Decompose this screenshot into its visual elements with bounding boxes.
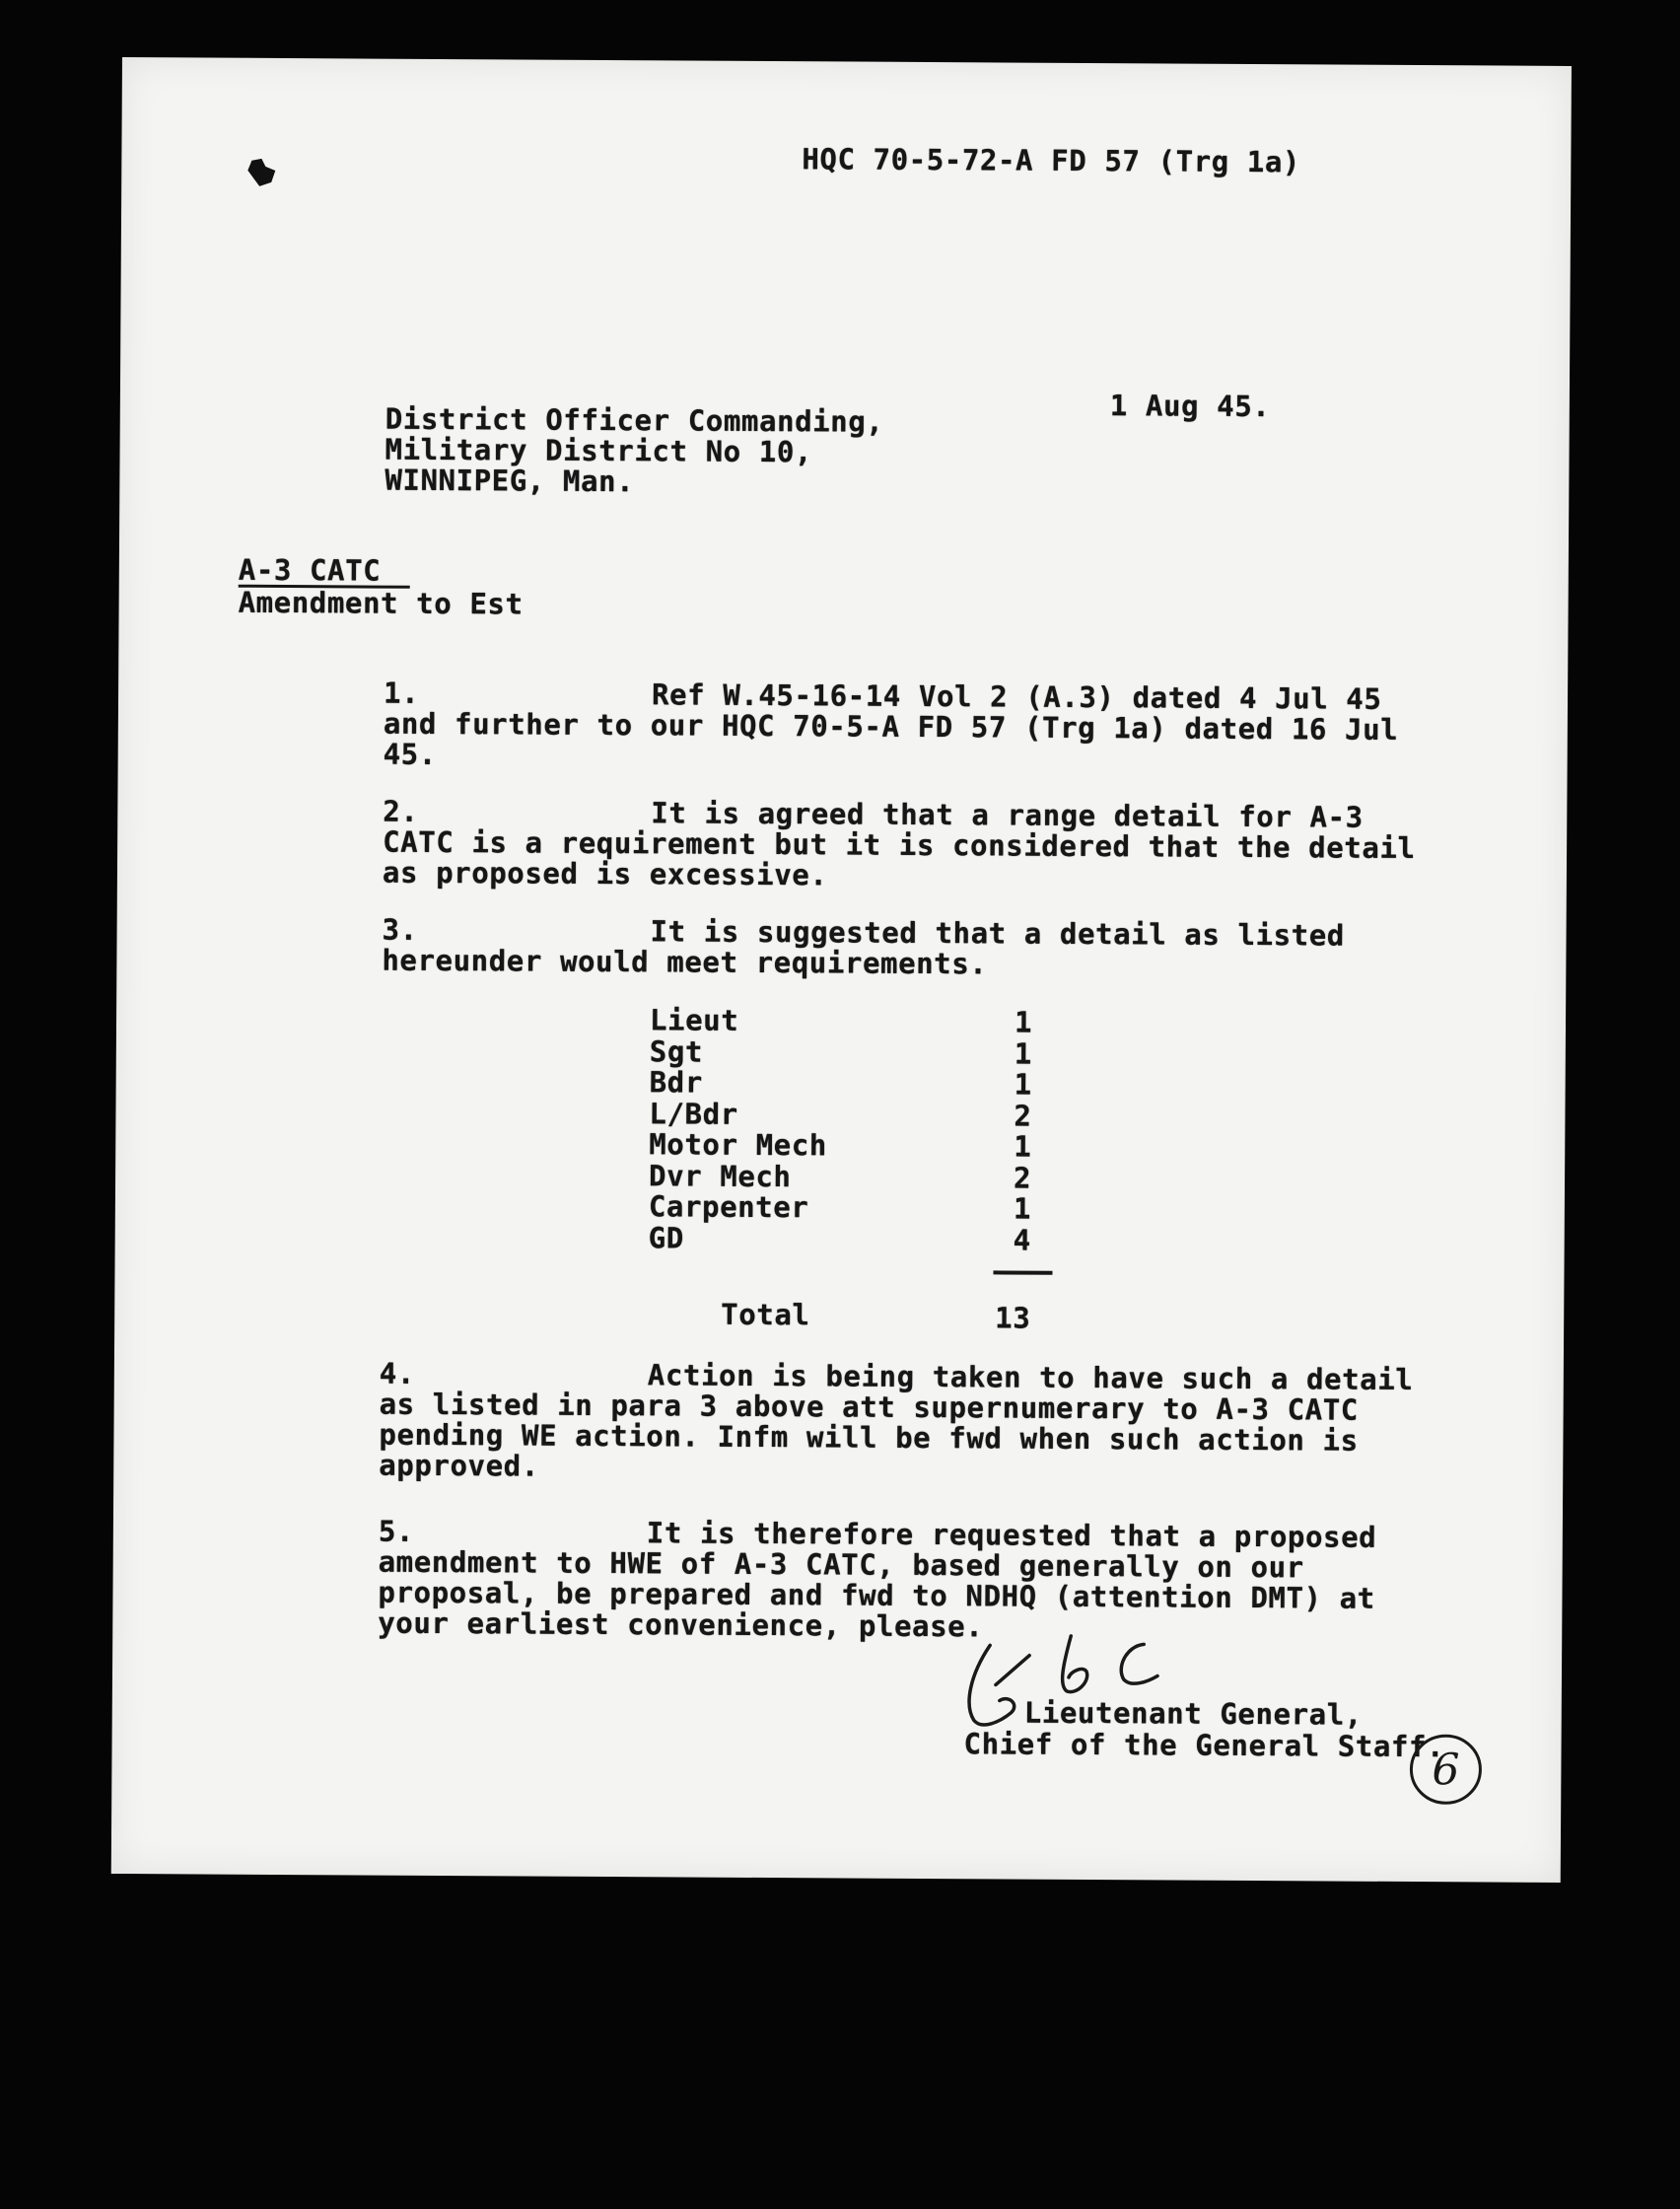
document-page [111, 57, 1572, 1883]
paragraph-first-line: Ref W.45-16-14 Vol 2 (A.3) dated 4 Jul 45 [651, 677, 1382, 716]
detail-rank: Dvr Mech [648, 1158, 792, 1193]
paragraph-1 [384, 678, 1459, 777]
paragraph-line: and further to our HQC 70-5-A FD 57 (Trg 1a) dated 16 Jul [383, 706, 1399, 747]
paragraph-line: hereunder would meet requirements. [382, 943, 988, 981]
detail-row [650, 1005, 1044, 1038]
paragraph-line: approved. [379, 1448, 539, 1483]
signatory-appointment: Chief of the General Staff. [963, 1727, 1445, 1764]
addressee-block [385, 401, 884, 499]
detail-rank: Bdr [649, 1065, 703, 1100]
folio-number-circle [1406, 1730, 1485, 1809]
paragraph-number: 2. [383, 794, 419, 828]
detail-qty: 1 [1014, 1129, 1032, 1164]
detail-rank: L/Bdr [649, 1096, 738, 1131]
detail-qty: 1 [1014, 1005, 1033, 1039]
subject-heading [238, 552, 524, 621]
folio-number: 6 [1432, 1745, 1460, 1796]
detail-row [648, 1158, 1043, 1195]
letter-date: 1 Aug 45. [1109, 389, 1271, 424]
detail-rank: Motor Mech [649, 1127, 827, 1163]
detail-row [649, 1191, 1043, 1225]
paragraph-number: 4. [379, 1356, 416, 1390]
detail-qty: 1 [1013, 1191, 1032, 1226]
detail-qty: 2 [1013, 1161, 1032, 1195]
addressee-line: District Officer Commanding, [385, 401, 884, 439]
detail-row [649, 1096, 1043, 1133]
paragraph-line: amendment to HWE of A-3 CATC, based generally on our [378, 1544, 1304, 1585]
paragraph-2 [382, 794, 1458, 895]
detail-table [649, 1005, 1045, 1255]
paragraph-line: your earliest convenience, please. [378, 1605, 984, 1644]
paragraph-line: 45. [383, 737, 437, 771]
paragraph-line: CATC is a requirement but it is considered that the detail [383, 824, 1416, 866]
paragraph-first-line: It is agreed that a range detail for A-3 [651, 796, 1364, 834]
detail-qty: 1 [1014, 1036, 1033, 1071]
subject-title: A-3 CATC [239, 555, 411, 589]
addressee-line: Military District No 10, [385, 432, 813, 469]
addressee-line: WINNIPEG, Man. [385, 463, 635, 499]
paragraph-line: proposal, be prepared and fwd to NDHQ (attention DMT) at [378, 1575, 1375, 1615]
total-rule [993, 1270, 1052, 1274]
subject-subtitle: Amendment to Est [238, 585, 524, 621]
total-value: 13 [995, 1301, 1031, 1335]
paragraph-line: as listed in para 3 above att supernumerary to A-3 CATC [379, 1387, 1360, 1427]
ink-blot-mark [245, 157, 281, 192]
paragraph-number: 1. [383, 676, 420, 710]
paragraph-first-line: It is therefore requested that a proposed [646, 1516, 1377, 1554]
detail-rank: Lieut [649, 1003, 739, 1037]
detail-row [648, 1220, 1043, 1257]
detail-row [649, 1129, 1043, 1163]
file-reference: HQC 70-5-72-A FD 57 (Trg 1a) [802, 142, 1301, 179]
paragraph-number: 5. [378, 1514, 415, 1548]
detail-qty: 4 [1013, 1223, 1031, 1257]
signatory-rank: Lieutenant General, [1023, 1695, 1364, 1732]
paragraph-5 [378, 1514, 1453, 1646]
detail-rank: Carpenter [648, 1189, 809, 1225]
detail-row [650, 1067, 1044, 1101]
paragraph-line: as proposed is excessive. [382, 855, 828, 892]
paragraph-4 [379, 1356, 1454, 1488]
paragraph-first-line: It is suggested that a detail as listed [650, 914, 1346, 953]
total-label: Total [721, 1297, 810, 1332]
detail-qty: 2 [1014, 1099, 1032, 1133]
paragraph-line: pending WE action. Infm will be fwd when such action is [379, 1417, 1359, 1458]
detail-rank: GD [648, 1220, 684, 1255]
paragraph-first-line: Action is being taken to have such a detail [647, 1358, 1414, 1397]
paragraph-number: 3. [382, 912, 418, 947]
detail-row [649, 1033, 1044, 1071]
paragraph-3 [382, 912, 1456, 983]
detail-qty: 1 [1014, 1067, 1032, 1102]
detail-rank: Sgt [649, 1033, 704, 1069]
